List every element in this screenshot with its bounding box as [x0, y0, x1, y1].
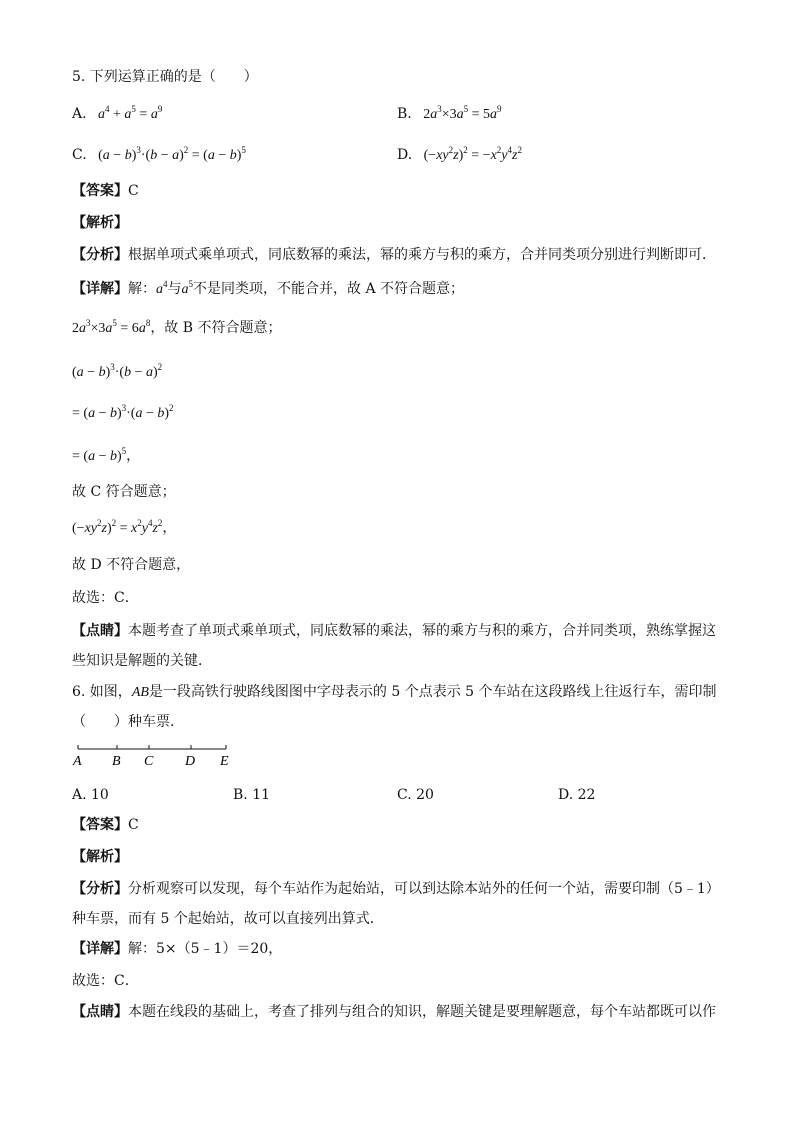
q6-stem-line1 — [72, 682, 717, 703]
q5-detail-line1 — [72, 279, 464, 300]
q5-option-d — [397, 145, 522, 166]
q5-option-b — [397, 104, 502, 125]
q6-comment — [72, 1002, 716, 1022]
q5-detail-line6: 故 C 符合题意； — [72, 484, 176, 500]
q6-answer — [72, 815, 139, 835]
q5-detail-line8: 故 D 不符合题意， — [72, 557, 191, 573]
q5-answer — [72, 181, 139, 201]
q6-detail-text: 解：5×（5﹣1）＝20， — [128, 941, 283, 957]
q5-detail-c-result: = $(a - b)^5$ — [72, 446, 127, 464]
q6-stem-ab: AB — [131, 685, 149, 700]
q5-detail-prefix: 解： — [128, 281, 156, 297]
q5-detail-a4: $a^4$ — [156, 279, 168, 297]
q5-detail-line2 — [72, 318, 282, 339]
q6-answer-value: C — [128, 817, 139, 833]
q5-detail-b-text: ，故 B 不符合题意； — [150, 320, 282, 336]
q5-analysis-tag: 【解析】 — [72, 215, 128, 231]
q6-comment-tag: 【点睛】 — [72, 1004, 128, 1020]
q5-option-c-formula: $(a - b)^3\cdot(b - a)^2 = (a - b)^5$ — [98, 145, 246, 163]
q5-comment-text1: 本题考查了单项式乘单项式，同底数幂的乘法，幂的乘方与积的乘方，合并同类项，熟练掌握这 — [128, 623, 716, 639]
q5-detail-line3: $(a - b)^3\cdot(b - a)^2$ — [72, 362, 163, 380]
q6-option-c: C. 20 — [397, 787, 434, 803]
point-label-c: C — [144, 754, 154, 769]
q5-stem: 5. 下列运算正确的是（ ） — [72, 69, 258, 85]
q5-detail-suffix: 不是同类项，不能合并，故 A 不符合题意； — [193, 281, 465, 297]
q6-fenxi-text1: 分析观察可以发现，每个车站作为起始站，可以到达除本站外的任何一个站，需要印制（5﹣1） — [128, 881, 720, 897]
q5-detail-b-formula: $2a^3\times 3a^5 = 6a^8$ — [72, 318, 151, 336]
q5-comment-line1 — [72, 621, 716, 641]
q6-stem-line2: （ ）种车票． — [72, 714, 184, 730]
q5-detail-line7 — [72, 518, 176, 539]
q5-option-d-formula: $(-xy^2z)^2 = -x^2y^4z^2$ — [423, 145, 522, 163]
q5-detail-line4: = $(a - b)^3\cdot(a - b)^2$ — [72, 403, 174, 421]
q6-option-d: D. 22 — [558, 787, 596, 803]
q5-option-a-formula: $a^4 + a^5 = a^9$ — [91, 104, 163, 122]
q5-answer-value: C — [128, 183, 139, 199]
q6-choose: 故选：C． — [72, 973, 139, 989]
q6-route-figure — [70, 740, 240, 770]
q5-detail-c-comma: ， — [126, 448, 141, 464]
q6-answer-tag: 【答案】 — [72, 817, 128, 833]
q6-fenxi-line2: 种车票，而有 5 个起始站，故可以直接列出算式． — [72, 911, 384, 927]
point-label-a: A — [73, 754, 82, 769]
q6-detail-tag: 【详解】 — [72, 941, 128, 957]
q6-detail — [72, 939, 282, 959]
point-label-e: E — [220, 754, 229, 769]
q5-detail-d-comma: ， — [162, 520, 177, 536]
q6-option-a: A. 10 — [72, 787, 109, 803]
q5-detail-line5 — [72, 446, 140, 467]
q5-detail-mid: 与 — [167, 281, 182, 297]
q5-fenxi-tag: 【分析】 — [72, 247, 128, 263]
q6-fenxi-tag: 【分析】 — [72, 881, 128, 897]
point-label-b: B — [112, 754, 121, 769]
q5-detail-d-formula: $(-xy^2z)^2 = x^2y^4z^2$ — [72, 518, 163, 536]
q5-option-b-label: B. — [397, 106, 412, 122]
q5-detail-line9: 故选：C． — [72, 590, 139, 606]
q5-option-d-label: D. — [397, 147, 413, 163]
point-label-d: D — [185, 754, 196, 769]
q6-comment-text: 本题在线段的基础上，考查了排列与组合的知识，解题关键是要理解题意，每个车站都既可以作 — [128, 1004, 716, 1020]
q5-comment-tag: 【点睛】 — [72, 623, 128, 639]
q5-comment-line2: 些知识是解题的关键． — [72, 653, 212, 669]
q5-option-b-formula: $2a^3\times 3a^5 = 5a^9$ — [423, 104, 502, 122]
q6-stem-prefix: 6. 如图， — [72, 684, 132, 700]
q6-analysis-tag: 【解析】 — [72, 849, 128, 865]
q6-stem-suffix: 是一段高铁行驶路线图图中字母表示的 5 个点表示 5 个车站在这段路线上往返行车，需印制 — [148, 684, 717, 700]
q5-fenxi-text: 根据单项式乘单项式，同底数幂的乘法，幂的乘方与积的乘方，合并同类项分别进行判断即可． — [128, 247, 716, 263]
q5-fenxi — [72, 245, 716, 265]
q6-option-b: B. 11 — [233, 787, 271, 803]
q5-detail-a5: $a^5$ — [181, 279, 193, 297]
q5-option-a-label: A. — [72, 106, 87, 122]
q5-option-c-label: C. — [72, 147, 87, 163]
q5-detail-tag: 【详解】 — [72, 281, 128, 297]
q6-fenxi-line1 — [72, 879, 720, 899]
q5-option-a — [72, 104, 162, 125]
q5-answer-tag: 【答案】 — [72, 183, 128, 199]
q5-option-c — [72, 145, 246, 166]
